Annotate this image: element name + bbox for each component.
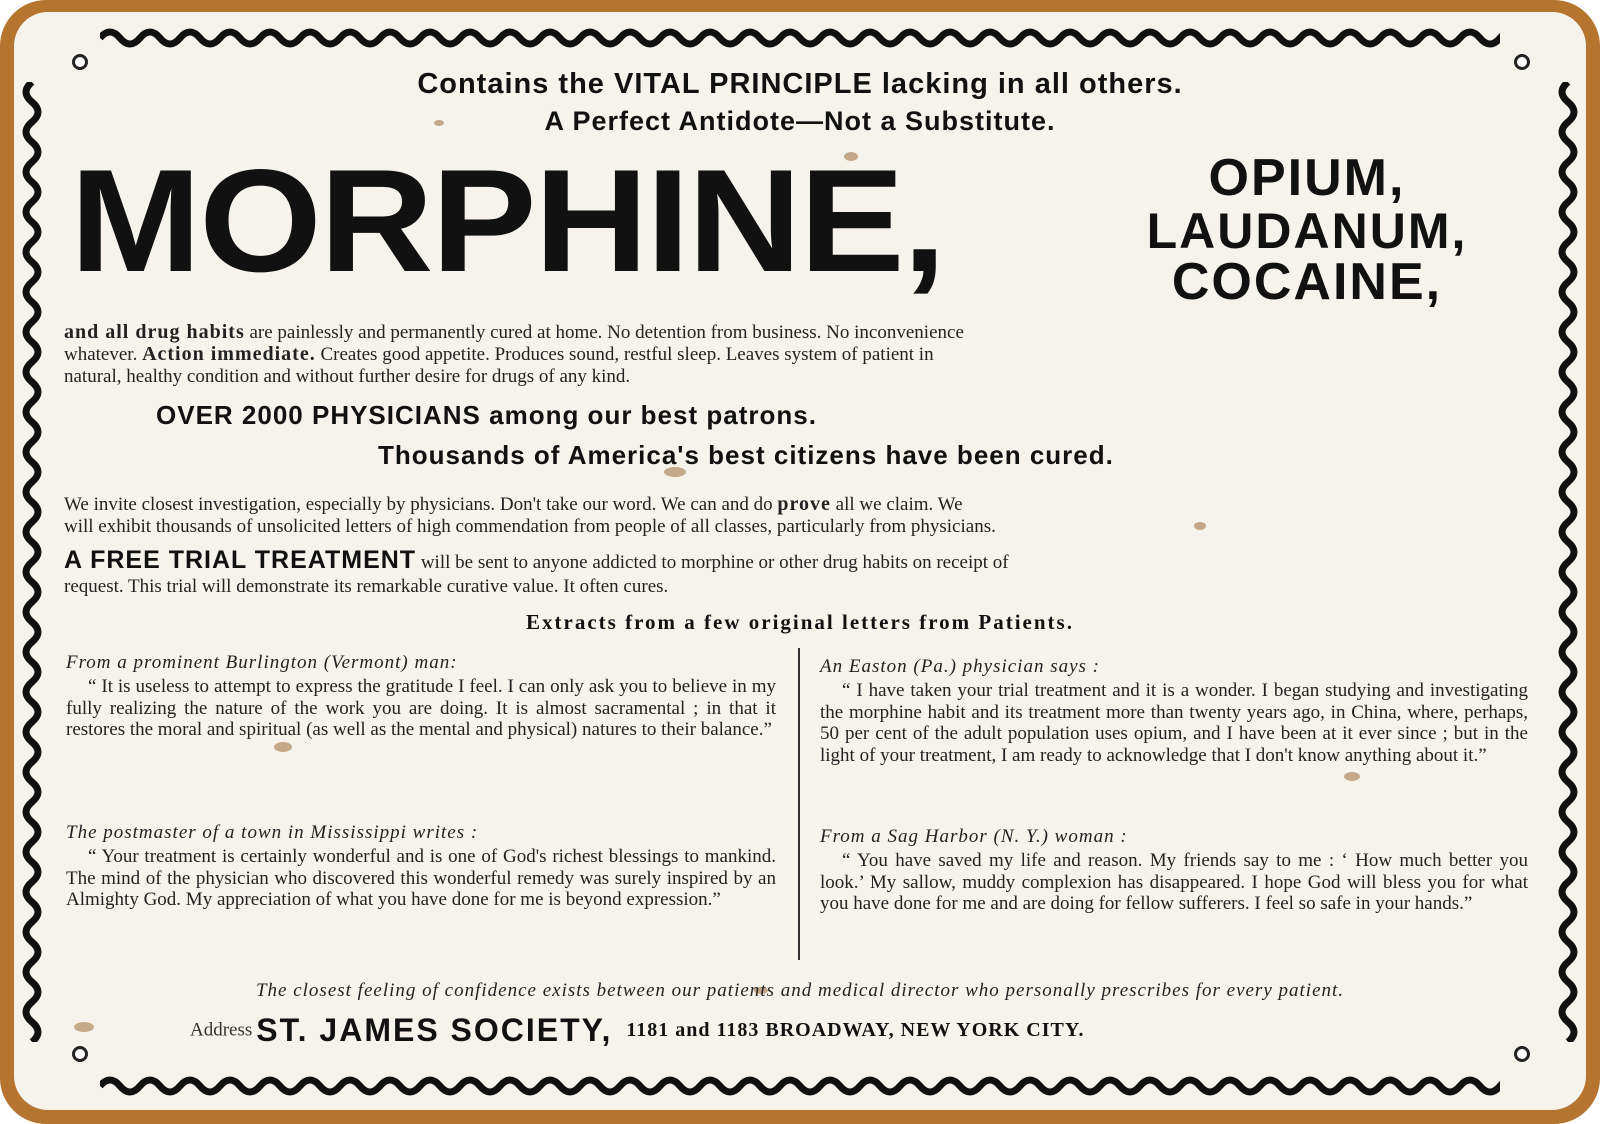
address-society: ST. JAMES SOCIETY,	[256, 1012, 613, 1048]
title-drug-cocaine: COCAINE,	[1171, 253, 1443, 311]
trial-line-1	[64, 546, 1009, 574]
letter-right-2-text: “ You have saved my life and reason. My friends say to me : ‘ How much better you look.’ My sallow, muddy complexion has disappeared. I hope God will bless you for what you have done for me and are doing for fellow sufferers. I feel so safe in your hands.”	[820, 850, 1528, 915]
headline-line-2: A Perfect Antidote—Not a Substitute.	[544, 106, 1056, 136]
invite-line-1-a: We invite closest investigation, especially by physicians. Don't take our word. We can and do	[64, 494, 778, 515]
trial-line-2: request. This trial will demonstrate its remarkable curative value. It often cures.	[64, 576, 669, 597]
intro-line-2-rest: Creates good appetite. Produces sound, restful sleep. Leaves system of patient in	[315, 344, 934, 365]
address-line	[190, 1012, 1084, 1049]
intro-line-2	[64, 344, 934, 365]
right-wave-border	[1556, 82, 1580, 1042]
intro-line-1-rest: are painlessly and permanently cured at home. No detention from business. No inconvenience	[244, 322, 964, 343]
column-divider	[798, 648, 800, 960]
top-wave-border	[100, 26, 1500, 50]
trial-heading: A FREE TRIAL TREATMENT	[64, 546, 417, 574]
left-wave-border	[20, 82, 44, 1042]
invite-line-1	[64, 494, 963, 515]
bottom-wave-border	[100, 1074, 1500, 1098]
letter-left-1-text: “ It is useless to attempt to express the gratitude I feel. I can only ask you to believe in my fully realizing the nature of the work you are doing. It is almost sacramental ; in that it restores the moral and spiritual (as well as the mental and physical) natures to their balance.”	[66, 676, 776, 741]
intro-line-1	[64, 322, 964, 343]
title-drug-laudanum: LAUDANUM,	[1146, 203, 1468, 259]
invite-line-1-b: all we claim. We	[830, 494, 963, 515]
physicians-line-1: OVER 2000 PHYSICIANS among our best patrons.	[156, 400, 817, 430]
mounting-hole-bottom-left	[72, 1046, 88, 1062]
confidence-line: The closest feeling of confidence exists between our patients and medical director who personally prescribes for every patient.	[255, 980, 1345, 1001]
mounting-hole-bottom-right	[1514, 1046, 1530, 1062]
headline-line-1: Contains the VITAL PRINCIPLE lacking in all others.	[417, 68, 1183, 100]
title-morphine: MORPHINE,	[70, 139, 945, 302]
intro-lead: and all drug habits	[64, 321, 245, 343]
intro-line-3: natural, healthy condition and without further desire for drugs of any kind.	[64, 366, 631, 387]
letter-right-1-text: “ I have taken your trial treatment and it is a wonder. I began studying and investigating the morphine habit and its treatment more than twenty years ago, in China, where, perhaps, 50 per cent of the adult population uses opium, and I have been at it ever since ; but in the light of your treatment, I am ready to acknowledge that I don't know anything about it.”	[820, 680, 1528, 766]
address-street: 1181 and 1183 BROADWAY, NEW YORK CITY.	[626, 1019, 1085, 1041]
physicians-line-2: Thousands of America's best citizens have been cured.	[378, 440, 1114, 470]
letter-right-1-from: An Easton (Pa.) physician says :	[820, 656, 1101, 677]
title-drug-opium: OPIUM,	[1208, 149, 1406, 207]
extracts-heading: Extracts from a few original letters from Patients.	[526, 610, 1074, 634]
letter-left-2-from: The postmaster of a town in Mississippi writes :	[66, 822, 479, 843]
letter-left-1-from: From a prominent Burlington (Vermont) man:	[66, 652, 458, 673]
invite-prove: prove	[777, 493, 831, 515]
intro-line-2-start: whatever.	[64, 344, 143, 365]
intro-action: Action immediate.	[142, 343, 316, 365]
letter-left-2-text: “ Your treatment is certainly wonderful and is one of God's richest blessings to mankind. The mind of the physician who discovered this wonderful remedy was surely inspired by an Almighty God. My appreciation of what you have done for me is beyond expression.”	[66, 846, 776, 911]
trial-line-1-rest: will be sent to anyone addicted to morphine or other drug habits on receipt of	[416, 552, 1009, 573]
letter-right-2-from: From a Sag Harbor (N. Y.) woman :	[820, 826, 1128, 847]
invite-line-2: will exhibit thousands of unsolicited letters of high commendation from people of all classes, particularly from physicians.	[64, 516, 996, 537]
address-label: Address	[190, 1019, 253, 1041]
